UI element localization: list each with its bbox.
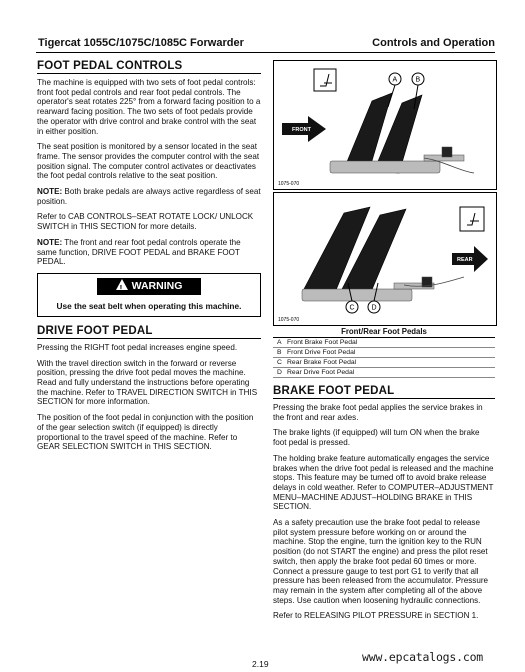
note-label: NOTE: — [37, 237, 63, 247]
pedal-base-shape — [302, 289, 412, 301]
left-column — [37, 60, 261, 458]
note-paragraph — [37, 238, 261, 267]
seat-icon — [320, 74, 332, 86]
warning-triangle-icon: ! — [116, 279, 128, 290]
caption-value: Front Brake Foot Pedal — [287, 339, 358, 346]
heading-brake-foot-pedal: BRAKE FOOT PEDAL — [273, 385, 495, 399]
callout-d-label: D — [371, 304, 377, 312]
figure-code: 1075-070 — [278, 181, 300, 187]
paragraph: Pressing the brake foot pedal applies the service brakes in the front and rear axles. — [273, 403, 483, 422]
page-number: 2.19 — [252, 659, 269, 669]
front-pedals-illustration — [274, 61, 496, 189]
callout-c-label: C — [349, 304, 355, 312]
watermark-link[interactable]: www.epcatalogs.com — [362, 650, 484, 664]
figure-front-pedals — [273, 60, 497, 190]
callout-b-label: B — [415, 76, 421, 84]
rear-pedals-illustration — [274, 193, 496, 325]
callout-a-label: A — [392, 76, 398, 84]
caption-title: Front/Rear Foot Pedals — [273, 327, 495, 338]
header-section: Controls and Operation — [372, 37, 495, 49]
right-column — [273, 385, 495, 627]
paragraph: With the travel direction switch in the forward or reverse position, pressing the drive foot pedal moves the machine. Read and fully understand the instructions before operating the machine. Refer to TRAVEL DIRECTION SWITCH in THIS SECTION for more information. — [37, 358, 258, 407]
paragraph: Refer to RELEASING PILOT PRESSURE in SECTION 1. — [273, 611, 479, 621]
figure-rear-pedals — [273, 192, 497, 326]
caption-row — [273, 358, 495, 368]
caption-key: D — [277, 369, 282, 376]
paragraph: The brake lights (if equipped) will turn ON when the brake foot pedal is pressed. — [273, 428, 480, 448]
caption-key: C — [277, 359, 282, 366]
seat-icon-frame — [460, 207, 484, 231]
pedal-base-shape — [330, 161, 440, 173]
paragraph: As a safety precaution use the brake foot pedal to release pilot system pressure before working on or around the machine. Stop the engine, turn the ignition key to the RUN position (do not START the engine) and press the pilot reset switch, then apply the brake foot pedal 60 times or more. Connect a pressure gauge to test port G1 to verify that all pressure has been released from the accumulator. Pressure may remain in the system after completing all of the above steps. Use caution when loosening hydraulic connections. — [273, 518, 489, 605]
warning-label: WARNING — [131, 279, 183, 292]
front-arrow-label: FRONT — [292, 127, 311, 133]
paragraph: The seat position is monitored by a sensor located in the seat frame. The sensor provides the computer control with the seat position signal. The computer control activates or deactivates the foot pedal controls relative to the seat position. — [37, 142, 260, 181]
note-paragraph — [37, 187, 261, 206]
paragraph: The position of the foot pedal in conjunction with the position of the gear selection switch (if equipped) is directly proportional to the travel speed of the machine. Refer to GEAR SELECTION SWITCH in THIS SECTION. — [37, 413, 254, 452]
caption-key: B — [277, 349, 282, 356]
note-label: NOTE: — [37, 187, 63, 197]
warning-box — [37, 273, 261, 317]
paragraph: The holding brake feature automatically engages the service brakes when the drive foot pedal is released and the machine stops. This feature may be turned off to avoid brake release delays in cold weather. Refer to COMPUTER–ADJUSTMENT MENU–MACHINE ADJUST–HOLDING BRAKE in THIS SECTION. — [273, 453, 494, 512]
figure-code: 1075-070 — [278, 317, 300, 323]
caption-value: Rear Brake Foot Pedal — [287, 359, 357, 366]
caption-row — [273, 348, 495, 358]
caption-row — [273, 338, 495, 348]
paragraph: Refer to CAB CONTROLS–SEAT ROTATE LOCK/ UNLOCK SWITCH in THIS SECTION for more details. — [37, 212, 254, 232]
caption-key: A — [277, 339, 282, 346]
warning-text: Use the seat belt when operating this machine. — [56, 300, 242, 311]
connector-shape — [442, 147, 452, 157]
paragraph: Pressing the RIGHT foot pedal increases engine speed. — [37, 342, 238, 352]
header-title: Tigercat 1055C/1075C/1085C Forwarder — [38, 37, 244, 49]
heading-foot-pedal-controls: FOOT PEDAL CONTROLS — [37, 60, 261, 74]
caption-value: Rear Drive Foot Pedal — [287, 369, 355, 376]
warning-header — [97, 278, 201, 295]
caption-row — [273, 368, 495, 378]
note-text: Both brake pedals are always active regardless of seat position. — [37, 187, 261, 206]
page-header — [36, 34, 495, 53]
caption-value: Front Drive Foot Pedal — [287, 349, 356, 356]
note-text: The front and rear foot pedal controls operate the same function, DRIVE FOOT PEDAL and BRAKE FOOT PEDAL. — [37, 237, 241, 267]
heading-drive-foot-pedal: DRIVE FOOT PEDAL — [37, 325, 261, 339]
rear-arrow-label: REAR — [457, 257, 473, 263]
figure-caption-table — [273, 327, 495, 378]
seat-icon-frame — [314, 69, 336, 91]
paragraph: The machine is equipped with two sets of foot pedal controls: front foot pedal controls and rear foot pedal controls. The operator's seat rotates 225° from a forward facing position to a rearward facing position. The two sets of foot pedals provide the operator with drive control and brake control with the seat in either position. — [37, 78, 261, 136]
seat-icon — [467, 213, 479, 225]
